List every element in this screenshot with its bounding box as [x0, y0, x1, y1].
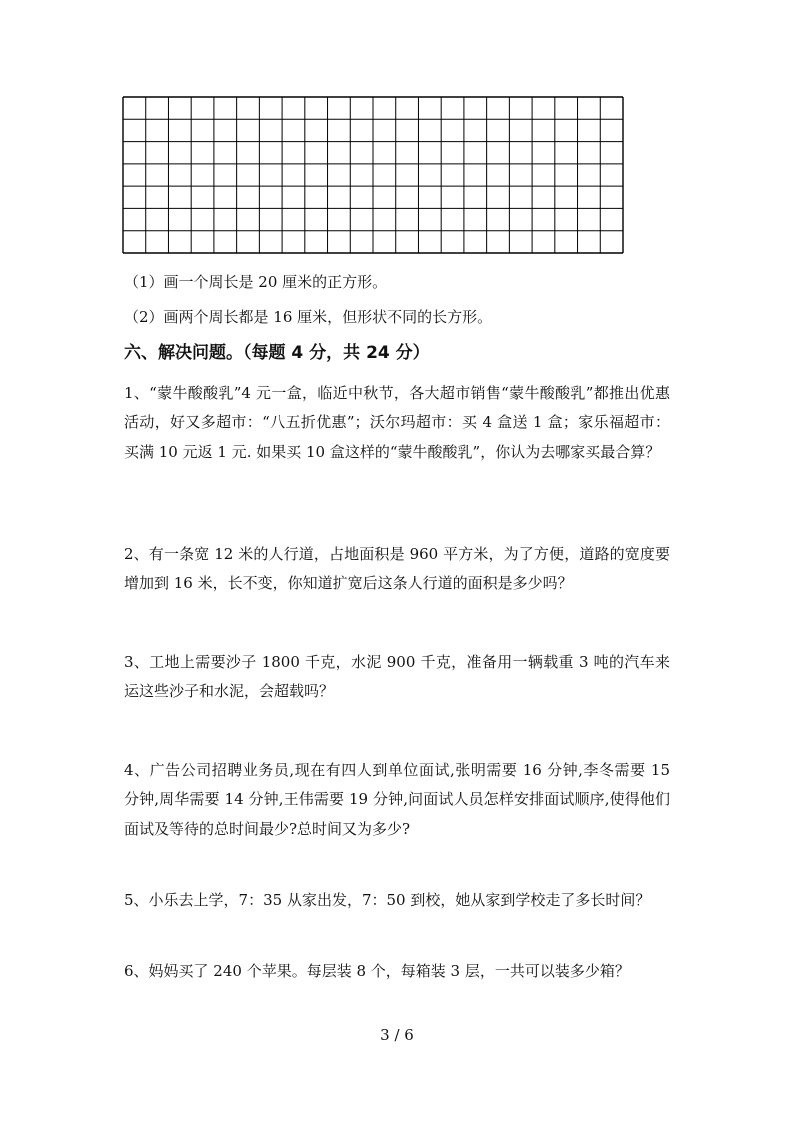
grid-lines — [122, 96, 624, 254]
problem-1: 1、“蒙牛酸酸乳”4 元一盒，临近中秋节，各大超市销售“蒙牛酸酸乳”都推出优惠活动，好又多超市：“八五折优惠”；沃尔玛超市：买 4 盒送 1 盒；家乐福超市：买满 10 元返 1 元. 如果买 10 盒这样的“蒙牛酸酸乳”，你认为去哪家买最合算？ — [124, 384, 670, 461]
problem-5: 5、小乐去上学，7：35 从家出发，7：50 到校，她从家到学校走了多长时间？ — [124, 891, 651, 909]
problem-3: 3、工地上需要沙子 1800 千克，水泥 900 千克，准备用一辆载重 3 吨的汽车来运这些沙子和水泥，会超载吗？ — [124, 653, 670, 701]
problem-4: 4、广告公司招聘业务员,现在有四人到单位面试,张明需要 16 分钟,李冬需要 15 分钟,周华需要 14 分钟,王伟需要 19 分钟,问面试人员怎样安排面试顺序,使得他们面试及等待的总时间最少?总时间又为多少? — [124, 761, 670, 838]
instruction-item-2: （2）画两个周长都是 16 厘米，但形状不同的长方形。 — [124, 308, 493, 326]
section-title: 六、解决问题。（每题 4 分，共 24 分） — [124, 343, 430, 363]
page-number: 3 / 6 — [380, 1026, 414, 1044]
instruction-item-1: （1）画一个周长是 20 厘米的正方形。 — [124, 273, 388, 291]
problem-2: 2、有一条宽 12 米的人行道，占地面积是 960 平方米，为了方便，道路的宽度要增加到 16 米，长不变，你知道扩宽后这条人行道的面积是多少吗？ — [124, 545, 670, 593]
drawing-grid — [122, 96, 624, 254]
problem-6: 6、妈妈买了 240 个苹果。每层装 8 个，每箱装 3 层，一共可以装多少箱？ — [124, 962, 630, 980]
